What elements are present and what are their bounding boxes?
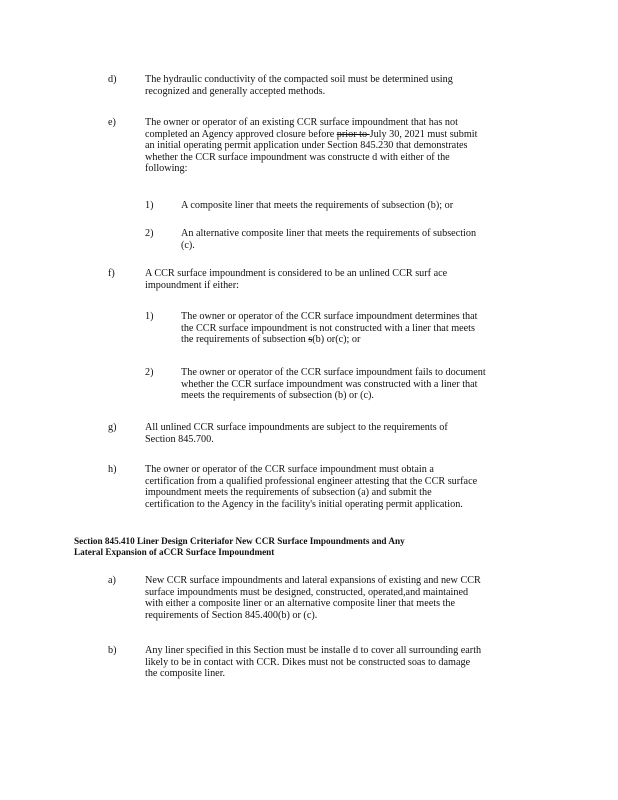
item-e2-label: 2)	[145, 228, 154, 239]
item-f-label: f)	[108, 268, 115, 279]
item-h-text	[145, 464, 477, 510]
text-line: Section 845.700.	[145, 433, 214, 445]
text-line: impoundment meets the requirements of subsection (a) and submit the	[145, 487, 432, 499]
text-line: An alternative composite liner that meets the requirements of subsection	[181, 228, 477, 239]
section-item-b-label: b)	[108, 645, 117, 656]
text-line: New CCR surface impoundments and lateral expansions of existing and new CCR	[145, 575, 481, 586]
heading-line: Lateral Expansion of aCCR Surface Impoundment	[74, 547, 275, 558]
heading-line: Section 845.410 Liner Design Criteriafor New CCR Surface Impoundments and Any	[74, 536, 405, 546]
text-line: certification from a qualified professional engineer attesting that the CCR surface	[145, 475, 478, 487]
struck-text: s	[308, 334, 313, 346]
item-f1-label: 1)	[145, 311, 154, 322]
text-line: with either a composite liner or an alternative composite liner that meets the	[145, 598, 456, 610]
item-g-text	[145, 422, 448, 445]
text-line: likely to be in contact with CCR. Dikes must not be constructed soas to damage	[145, 656, 471, 668]
text-line: A composite liner that meets the requirements of subsection (b); or	[181, 200, 454, 211]
text-segment: completed an Agency approved closure before	[145, 128, 337, 140]
text-line: The owner or operator of the CCR surface impoundment must obtain a	[145, 464, 434, 475]
item-f2-label: 2)	[145, 367, 154, 378]
text-line: following:	[145, 163, 188, 175]
item-e1-label: 1)	[145, 200, 154, 211]
text-segment: (b) or(c); or	[312, 334, 361, 346]
text-line: impoundment if either:	[145, 279, 239, 291]
text-line: The owner or operator of the CCR surface impoundment fails to document	[181, 367, 486, 378]
section-item-a-label: a)	[108, 575, 116, 586]
text-line: surface impoundments must be designed, constructed, operated,and maintained	[145, 586, 469, 598]
text-line: Any liner specified in this Section must be installe d to cover all surrounding earth	[145, 645, 482, 656]
text-line: The hydraulic conductivity of the compacted soil must be determined using	[145, 74, 453, 85]
text-line: the composite liner.	[145, 668, 226, 680]
text-segment: July 30, 2021 must submit	[369, 128, 478, 140]
item-g-label: g)	[108, 422, 117, 433]
text-line: All unlined CCR surface impoundments are subject to the requirements of	[145, 422, 448, 433]
text-line: requirements of Section 845.400(b) or (c).	[145, 609, 318, 621]
text-line: recognized and generally accepted methods.	[145, 85, 326, 97]
item-f2-text	[181, 367, 486, 402]
text-line: an initial operating permit application under Section 845.230 that demonstrates	[145, 140, 468, 152]
text-line: (c).	[181, 239, 195, 251]
text-line: the CCR surface impoundment is not constructed with a liner that meets	[181, 322, 475, 334]
text-line	[145, 129, 477, 141]
item-f1-text	[181, 311, 477, 346]
text-line: certification to the Agency in the facility's initial operating permit application.	[145, 498, 463, 510]
item-f-text	[145, 268, 447, 291]
item-d-label: d)	[108, 74, 117, 85]
text-line: whether the CCR surface impoundment was constructe d with either of the	[145, 151, 450, 163]
item-h-label: h)	[108, 464, 117, 475]
item-e-label: e)	[108, 117, 116, 128]
struck-text: prior to	[336, 128, 370, 140]
text-line: whether the CCR surface impoundment was constructed with a liner that	[181, 378, 478, 390]
text-line	[181, 334, 477, 346]
text-line: meets the requirements of subsection (b) or (c).	[181, 390, 374, 402]
item-d-text	[145, 74, 453, 97]
section-item-a-text	[145, 575, 481, 621]
text-line: A CCR surface impoundment is considered to be an unlined CCR surf ace	[145, 268, 448, 279]
text-line: The owner or operator of the CCR surface impoundment determines that	[181, 311, 478, 322]
section-item-b-text	[145, 645, 481, 680]
text-segment: the requirements of subsection	[181, 334, 309, 346]
item-e1-text	[181, 200, 453, 212]
text-line: The owner or operator of an existing CCR surface impoundment that has not	[145, 117, 458, 128]
section-heading	[74, 536, 544, 558]
item-e-text	[145, 117, 477, 175]
item-e2-text	[181, 228, 476, 251]
